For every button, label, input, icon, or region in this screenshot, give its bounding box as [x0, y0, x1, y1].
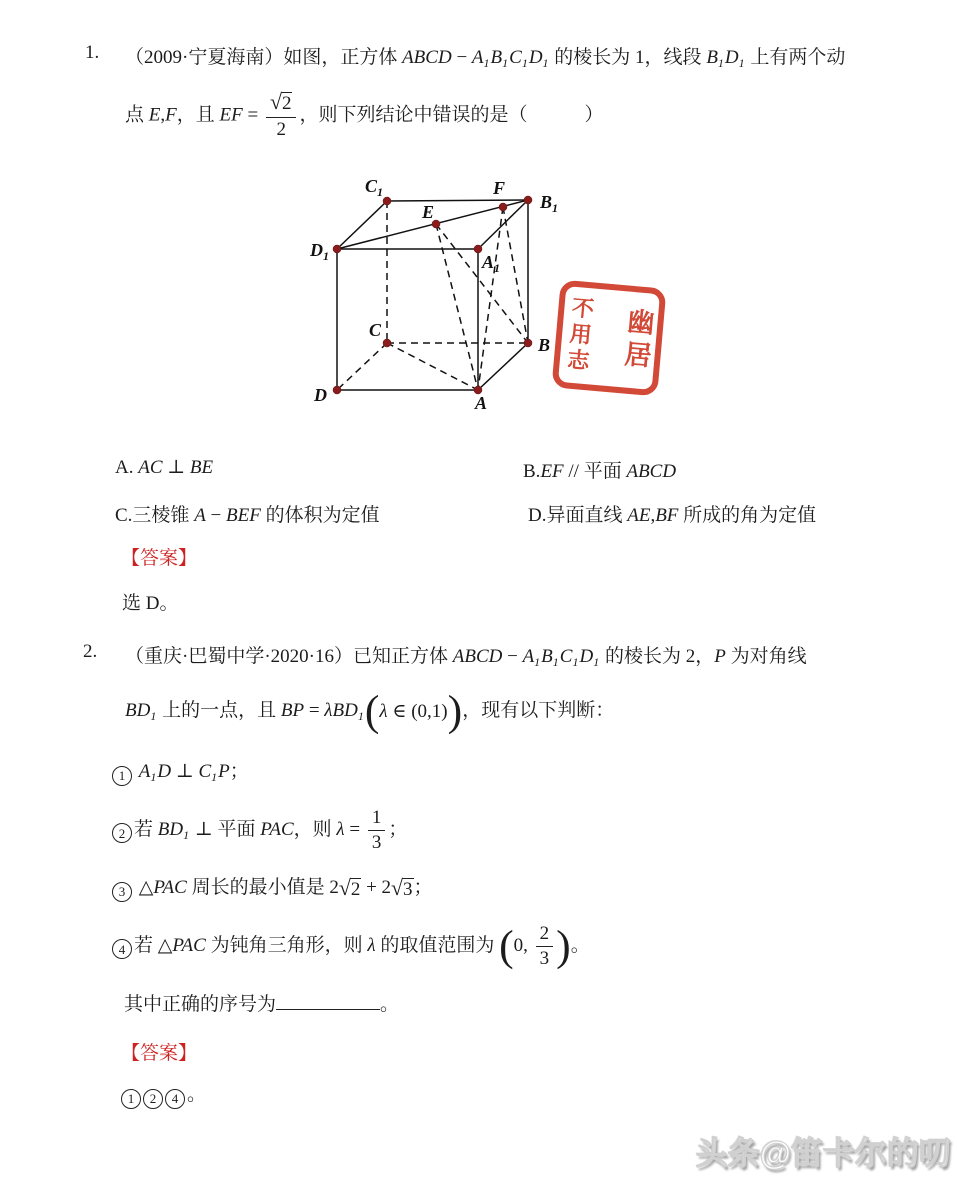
option-a: A. AC ⊥ BE — [115, 457, 214, 478]
problem2-item1: 1 $A_1D$ ⊥ $C_1P$； — [112, 756, 249, 786]
problem2-sequence-line: 其中正确的序号为 。 — [124, 989, 399, 1016]
edge-ca-dashed — [387, 343, 478, 390]
edge-ab — [478, 343, 528, 390]
problem2-answer-label: 【答案】 — [121, 1043, 198, 1064]
problem2-line1: （重庆·巴蜀中学·2020·16）已知正方体 ABCD − $A_1B_1C_1D_1$ 的棱长为 2，P 为对角线 — [125, 646, 807, 669]
edge-eb-dashed — [436, 224, 528, 343]
edge-d1c1 — [337, 201, 387, 249]
vertex-label-d: D — [314, 385, 327, 405]
problem1-answer-text: 选 D。 — [122, 593, 179, 614]
problem2-item2: 2 若 $BD_1$ ⊥ 平面 PAC，则 λ = $\frac{1}{3}$ ； — [112, 808, 407, 853]
vertex-label-d1: $D_1$ — [310, 240, 329, 263]
problem1-line1: （2009·宁夏海南）如图，正方体 ABCD − $A_1B_1C_1D_1$ 的棱长为 1，线段 $B_1D_1$ 上有两个动 — [125, 47, 846, 70]
problem2-item4: 4 若 △PAC 为钝角三角形，则 λ 的取值范围为 ( 0, $\frac{2}{3}$ ) 。 — [112, 924, 590, 969]
vertex-label-c1: $C_1$ — [364, 176, 383, 199]
vertex-dot-d1 — [333, 245, 341, 253]
problem2-answer-text: 1 2 4 。 — [121, 1079, 206, 1109]
red-seal-stamp — [551, 280, 666, 397]
vertex-label-e: E — [421, 202, 435, 222]
vertex-dot-d — [333, 386, 341, 394]
edge-fa-dashed — [478, 207, 503, 390]
edge-fb-dashed — [503, 207, 528, 343]
vertex-label-b: B — [538, 335, 551, 355]
vertex-dot-c — [383, 339, 391, 347]
vertex-label-b1: $B_1$ — [540, 192, 559, 215]
stamp-left-column: 不用志 — [563, 295, 596, 376]
vertex-dot-f — [499, 203, 507, 211]
vertex-label-a1: $A_1$ — [482, 252, 501, 275]
problem1-line2: 点 E,F，且 EF = √ 2 2 ，则下列结论中错误的是（ ） — [125, 90, 604, 140]
option-d: D.异面直线 AE,BF 所成的角为定值 — [528, 505, 817, 526]
problem1-answer-label: 【答案】 — [121, 548, 198, 569]
vertex-label-c: C — [368, 320, 381, 340]
vertex-dot-a1 — [474, 245, 482, 253]
vertex-dot-b1 — [524, 196, 532, 204]
vertex-dot-b — [524, 339, 532, 347]
watermark-text: 头条@笛卡尔的叨 — [695, 1135, 951, 1171]
problem2-number: 2. — [83, 641, 98, 662]
vertex-dot-c1 — [383, 197, 391, 205]
edge-cd-dashed — [337, 343, 387, 390]
option-b: B.EF // 平面 ABCD — [523, 461, 677, 482]
vertex-label-a: A — [474, 393, 488, 413]
problem1-number: 1. — [85, 42, 100, 63]
edge-c1b1 — [387, 200, 528, 201]
problem2-item3: 3 △PAC 周长的最小值是 2 √ 2 + 2 √ 3 ； — [112, 872, 433, 902]
problem2-line2: $BD_1$ 上的一点，且 BP = λBD$_1$ ( λ ∈ (0,1) ) ，现有以下判断： — [125, 687, 615, 735]
vertex-label-f: F — [492, 178, 506, 198]
stamp-right-column: 幽居 — [619, 306, 655, 375]
option-c: C.三棱锥 A − BEF 的体积为定值 — [115, 505, 380, 526]
